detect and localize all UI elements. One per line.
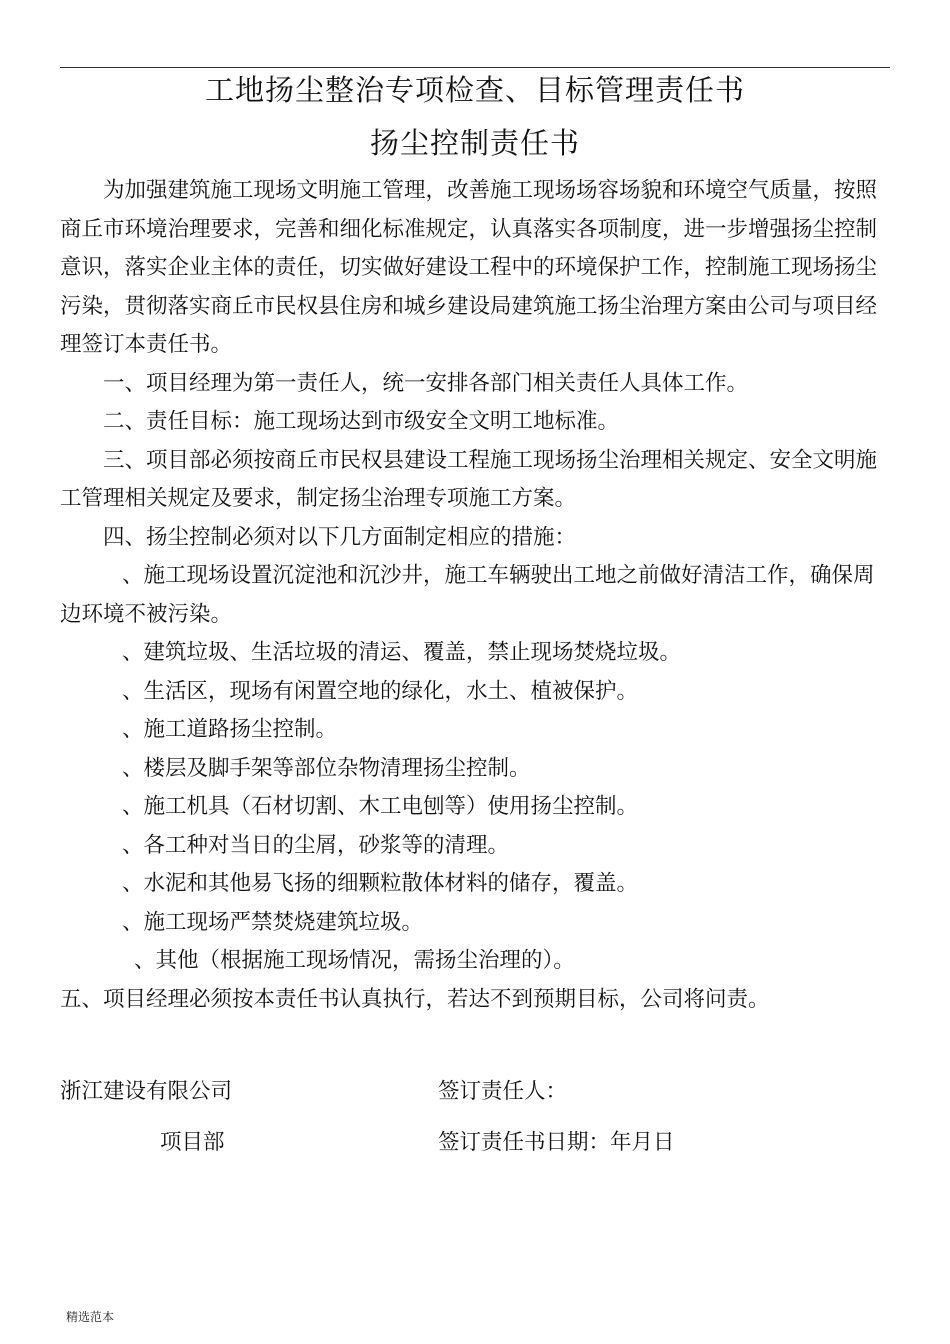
point-1: 一、项目经理为第一责任人，统一安排各部门相关责任人具体工作。: [103, 370, 749, 396]
measure-item: 、施工现场严禁焚烧建筑垃圾。: [122, 909, 424, 935]
measure-item: 、其他（根据施工现场情况，需扬尘治理的）。: [134, 948, 575, 973]
footer-watermark-text: 精选范本: [66, 1310, 115, 1324]
point-5: 五、项目经理必须按本责任书认真执行，若达不到预期目标，公司将问责。: [60, 986, 770, 1012]
measure-item: 、建筑垃圾、生活垃圾的清运、覆盖，禁止现场焚烧垃圾。: [122, 640, 682, 665]
measure-item: 、各工种对当日的尘屑，砂浆等的清理。: [122, 832, 510, 858]
signature-department: 项目部: [160, 1130, 225, 1155]
signature-date-label: 签订责任书日期：年月日: [438, 1130, 675, 1155]
document-title: 工地扬尘整治专项检查、目标管理责任书: [204, 73, 745, 107]
document-body: [60, 172, 892, 1019]
signature-person-label: 签订责任人：: [438, 1079, 568, 1104]
point-2: 二、责任目标：施工现场达到市级安全文明工地标准。: [103, 409, 620, 434]
document-subtitle: 扬尘控制责任书: [369, 126, 580, 160]
signature-company: 浙江建设有限公司: [60, 1079, 233, 1104]
header-rule: [60, 67, 890, 68]
measure-item: 、施工机具（石材切割、木工电刨等）使用扬尘控制。: [122, 794, 639, 819]
measure-item: 、施工现场设置沉淀池和沉沙井，施工车辆驶出工地之前做好清洁工作，确保周边环境不被污染。: [60, 563, 875, 627]
measure-item: 、生活区，现场有闲置空地的绿化，水土、植被保护。: [122, 678, 639, 704]
measure-item: 、楼层及脚手架等部位杂物清理扬尘控制。: [122, 755, 531, 781]
measure-item: 、水泥和其他易飞扬的细颗粒散体材料的储存，覆盖。: [122, 871, 639, 896]
point-4: 四、扬尘控制必须对以下几方面制定相应的措施：: [103, 524, 577, 550]
intro-paragraph: 为加强建筑施工现场文明施工管理，改善施工现场场容场貌和环境空气质量，按照商丘市环境治理要求，完善和细化标准规定，认真落实各项制度，进一步增强扬尘控制意识，落实企业主体的责任，切实做好建设工程中的环境保护工作，控制施工现场扬尘污染，贯彻落实商丘市民权县住房和城乡建设局建筑施工扬尘治理方案由公司与项目经理签订本责任书。: [60, 178, 878, 357]
measure-item: 、施工道路扬尘控制。: [122, 717, 338, 742]
point-3: 三、项目部必须按商丘市民权县建设工程施工现场扬尘治理相关规定、安全文明施工管理相关规定及要求，制定扬尘治理专项施工方案。: [60, 447, 878, 511]
